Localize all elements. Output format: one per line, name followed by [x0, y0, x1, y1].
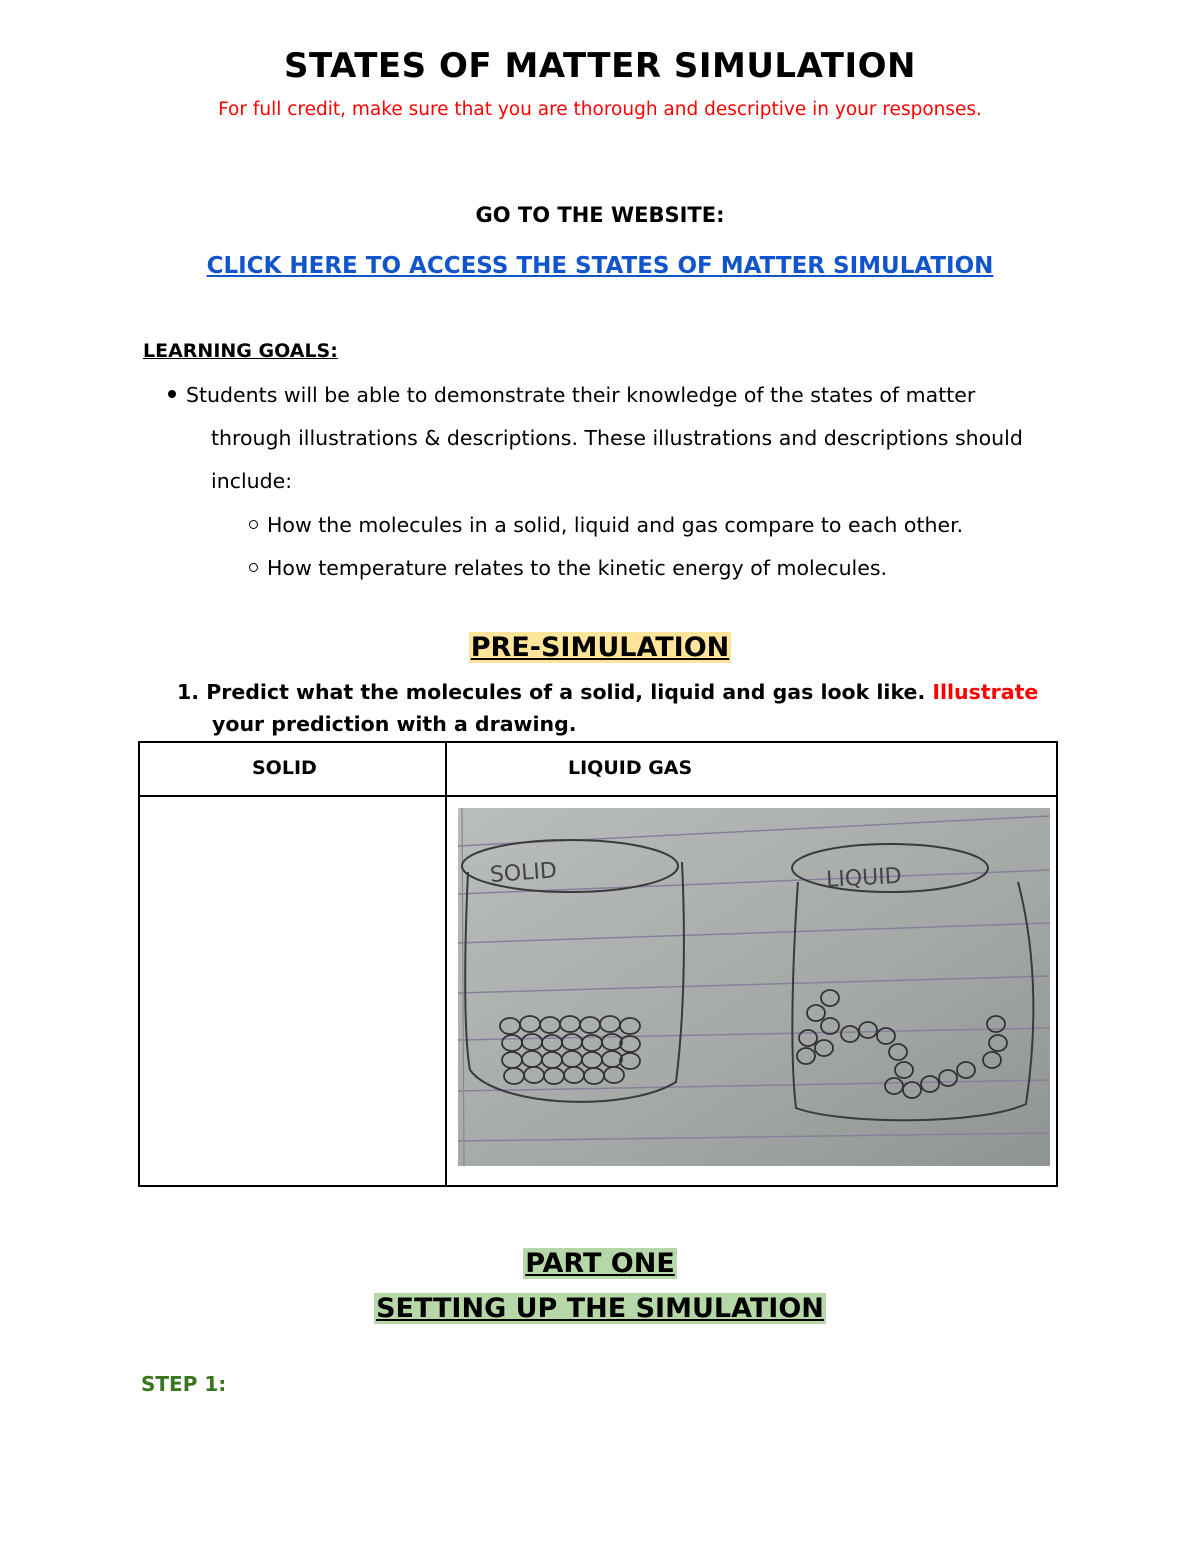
table-header-solid: SOLID	[252, 757, 317, 779]
drawing-label-solid: SOLID	[489, 858, 558, 888]
question-1	[177, 676, 1077, 740]
table-divider	[140, 795, 1056, 797]
goal-text-line3: include:	[211, 469, 293, 493]
step-1-label: STEP 1:	[141, 1372, 227, 1396]
sub-goal-text: How temperature relates to the kinetic energy of molecules.	[267, 556, 888, 580]
learning-goal-item	[168, 374, 1048, 503]
bullet-icon	[168, 390, 176, 398]
sub-goal-text: How the molecules in a solid, liquid and gas compare to each other.	[267, 513, 964, 537]
website-heading: GO TO THE WEBSITE:	[475, 203, 725, 227]
question-text-line2: your prediction with a drawing.	[212, 712, 577, 736]
table-divider	[445, 743, 447, 1185]
circle-bullet-icon	[249, 520, 258, 529]
page-title: STATES OF MATTER SIMULATION	[284, 46, 916, 86]
part-one-section	[0, 1248, 1200, 1279]
sub-goal-item	[249, 547, 887, 590]
part-one-heading: PART ONE	[525, 1248, 675, 1279]
table-header-liquid-gas: LIQUID GAS	[568, 757, 693, 779]
pre-simulation-heading: PRE-SIMULATION	[470, 632, 730, 663]
setup-heading: SETTING UP THE SIMULATION	[376, 1293, 824, 1324]
pre-simulation-section	[0, 632, 1200, 663]
learning-goals-heading: LEARNING GOALS:	[143, 340, 338, 362]
goal-text-line1: Students will be able to demonstrate their knowledge of the states of matter	[186, 383, 976, 407]
drawing-photo	[458, 808, 1050, 1166]
simulation-link[interactable]: CLICK HERE TO ACCESS THE STATES OF MATTER SIMULATION	[206, 253, 994, 279]
setup-section	[0, 1293, 1200, 1324]
drawing-label-liquid: LIQUID	[825, 863, 903, 893]
question-highlight: Illustrate	[932, 680, 1039, 704]
circle-bullet-icon	[249, 563, 258, 572]
credit-instruction: For full credit, make sure that you are thorough and descriptive in your responses.	[218, 99, 982, 120]
question-text: 1. Predict what the molecules of a solid, liquid and gas look like.	[177, 680, 933, 704]
sub-goal-item	[249, 504, 963, 547]
goal-text-line2: through illustrations & descriptions. These illustrations and descriptions should	[211, 426, 1023, 450]
